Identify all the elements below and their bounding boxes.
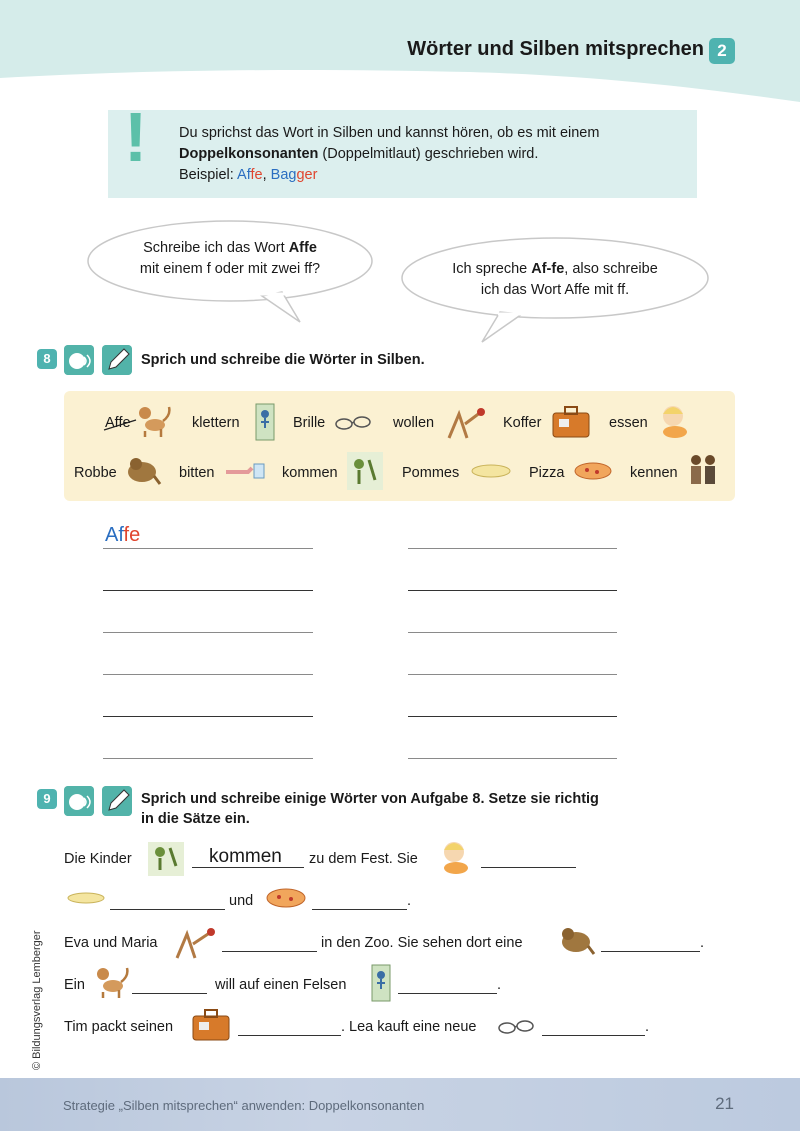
page-number: 21	[715, 1094, 734, 1113]
example-affe-syllable-2: fe	[250, 167, 263, 183]
writing-line[interactable]	[103, 758, 313, 759]
coming-icon	[345, 450, 385, 492]
answer-blank[interactable]	[132, 993, 207, 994]
word-klettern: klettern	[192, 415, 240, 431]
filled-answer: kommen	[209, 846, 282, 867]
glasses-icon	[497, 1016, 537, 1036]
writing-line[interactable]	[408, 632, 617, 633]
writing-line[interactable]	[408, 716, 617, 717]
example-bagger-syllable-2: ger	[296, 167, 318, 183]
pizza-icon	[265, 886, 307, 910]
answer-blank[interactable]	[542, 1035, 645, 1036]
sentence-5-end: .	[645, 1019, 650, 1035]
task-8-title: Sprich und schreibe die Wörter in Silben.	[141, 352, 425, 368]
word-affe	[105, 415, 131, 431]
coming-icon	[146, 840, 186, 878]
word-kennen: kennen	[630, 465, 678, 481]
example-bagger-syllable-1: Bag	[270, 167, 297, 183]
sentence-1-middle: zu dem Fest. Sie	[309, 851, 418, 867]
word-wollen: wollen	[393, 415, 435, 431]
fries-icon	[66, 890, 106, 906]
answer-blank[interactable]	[601, 951, 700, 952]
writing-line[interactable]	[408, 590, 617, 591]
sentence-5-middle: . Lea kauft eine neue	[341, 1019, 477, 1035]
example-affe-syllable-1: Af	[237, 167, 251, 183]
asking-icon	[224, 460, 268, 482]
word-koffer: Koffer	[503, 415, 542, 431]
seal-icon	[556, 922, 596, 958]
answer-blank[interactable]	[312, 909, 407, 910]
info-bold-term: Doppelkonsonanten	[179, 146, 319, 162]
sentence-4-end: .	[497, 977, 502, 993]
task-9-number: 9	[37, 789, 57, 809]
word-affe-text: Affe	[105, 415, 131, 431]
wanting-icon	[445, 404, 487, 440]
task-8-number: 8	[37, 349, 57, 369]
right-bubble-text	[410, 259, 700, 301]
word-brille: Brille	[293, 415, 326, 431]
wanting-icon	[173, 924, 217, 960]
speaking-icon	[64, 786, 94, 816]
sentence-3-start: Eva und Maria	[64, 935, 158, 951]
task-9-title-line-2: in die Sätze ein.	[141, 811, 250, 827]
writing-line[interactable]	[408, 674, 617, 675]
monkey-icon	[135, 403, 171, 439]
sentence-3-end: .	[700, 935, 705, 951]
info-line-1: Du sprichst das Wort in Silben und kannst hören, ob es mit einem	[179, 125, 600, 141]
info-line-2: (Doppelmitlaut) geschrieben wird.	[318, 146, 539, 162]
answer-blank[interactable]	[222, 951, 317, 952]
sentence-4-start: Ein	[64, 977, 85, 993]
pizza-icon	[573, 460, 613, 482]
example-label: Beispiel:	[179, 167, 238, 183]
sentence-2-and: und	[229, 893, 254, 909]
right-bubble-line-1: Ich spreche	[452, 261, 532, 277]
exclamation-icon: !	[124, 98, 148, 176]
answer-blank[interactable]	[110, 909, 225, 910]
writing-line[interactable]	[408, 758, 617, 759]
writing-line[interactable]	[103, 716, 313, 717]
sentence-1-start: Die Kinder	[64, 851, 132, 867]
word-pizza: Pizza	[529, 465, 565, 481]
right-bubble-line-1b: , also schreibe	[564, 261, 658, 277]
footer-strategy: Strategie „Silben mitsprechen“ anwenden: Doppelkonsonanten	[63, 1098, 425, 1113]
suitcase-icon	[191, 1008, 231, 1042]
answer-blank[interactable]	[481, 867, 576, 868]
left-bubble-line-1: Schreibe ich das Wort	[143, 240, 289, 256]
eating-girl-icon	[436, 836, 474, 878]
answer-blank[interactable]	[398, 993, 497, 994]
example-comma: ,	[262, 167, 271, 183]
suitcase-icon	[551, 405, 591, 439]
right-bubble-line-2: ich das Wort Affe mit ff.	[480, 282, 630, 298]
chapter-badge: 2	[709, 38, 735, 64]
word-kommen: kommen	[282, 465, 338, 481]
right-bubble-bold: Af-fe	[531, 261, 565, 277]
sentence-4-middle: will auf einen Felsen	[215, 977, 347, 993]
sentence-2-end: .	[407, 893, 412, 909]
sentence-3-middle: in den Zoo. Sie sehen dort eine	[321, 935, 523, 951]
word-essen: essen	[609, 415, 648, 431]
sample-answer	[105, 524, 140, 547]
task-9-title	[141, 789, 599, 829]
seal-icon	[124, 452, 162, 488]
word-robbe: Robbe	[74, 465, 117, 481]
answer-blank[interactable]	[238, 1035, 341, 1036]
writing-line[interactable]	[103, 632, 313, 633]
speaking-icon	[64, 345, 94, 375]
climbing-icon	[370, 963, 392, 1003]
climbing-icon	[254, 402, 276, 442]
pencil-icon	[102, 786, 132, 816]
eating-girl-icon	[655, 400, 693, 442]
glasses-icon	[334, 412, 374, 432]
word-pommes: Pommes	[402, 465, 460, 481]
pencil-icon	[102, 345, 132, 375]
sample-syllable-2: fe	[123, 524, 141, 546]
left-bubble-line-2: mit einem f oder mit zwei ff?	[139, 261, 321, 277]
writing-line[interactable]	[103, 590, 313, 591]
task-9-title-line-1: Sprich und schreibe einige Wörter von Aufgabe 8. Setze sie richtig	[141, 791, 599, 807]
writing-line[interactable]	[103, 674, 313, 675]
fries-icon	[470, 461, 512, 479]
monkey-icon	[93, 964, 129, 1000]
page-title: Wörter und Silben mitsprechen	[407, 38, 704, 60]
sample-syllable-1: Af	[105, 524, 124, 546]
left-bubble-text	[100, 238, 360, 280]
sentence-5-start: Tim packt seinen	[64, 1019, 174, 1035]
writing-line[interactable]	[103, 548, 313, 549]
writing-line[interactable]	[408, 548, 617, 549]
copyright: © Bildungsverlag Lemberger	[31, 930, 43, 1070]
left-bubble-bold: Affe	[288, 240, 317, 256]
knowing-people-icon	[686, 452, 720, 488]
word-bitten: bitten	[179, 465, 215, 481]
